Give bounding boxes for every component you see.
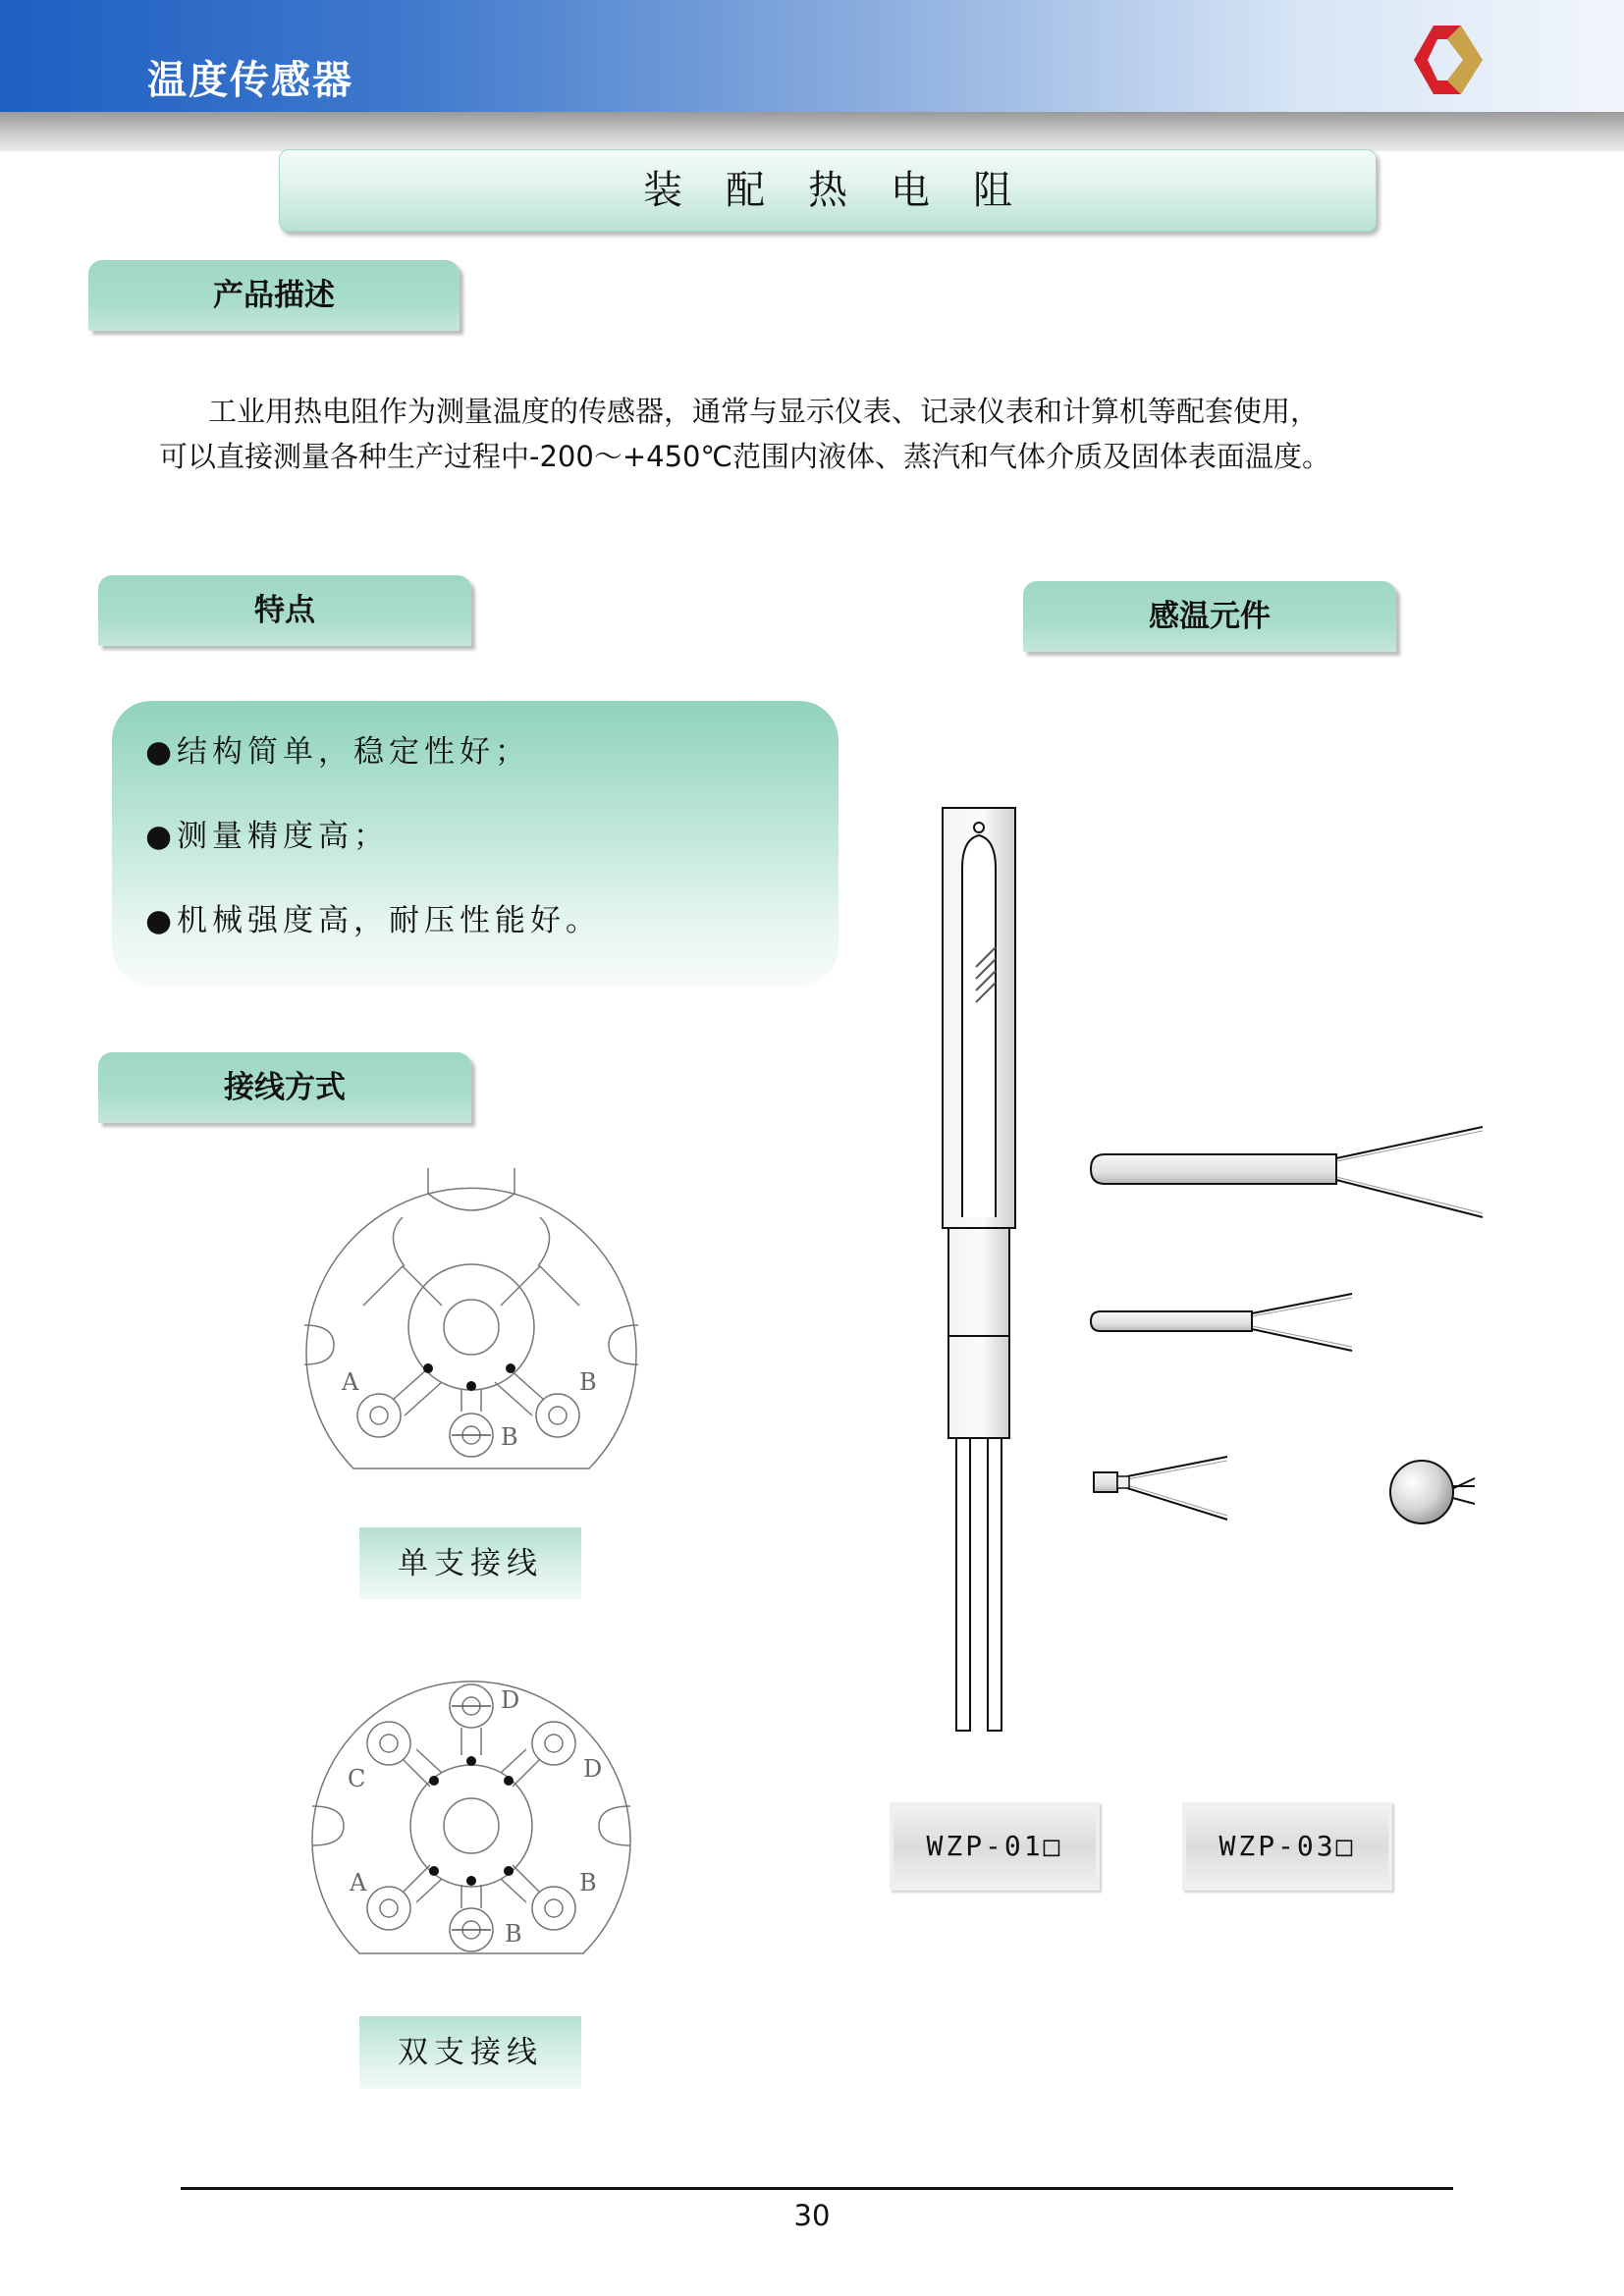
- single-wiring-diagram: [295, 1158, 648, 1482]
- sensing-element-rod-short-illustration: [1085, 1286, 1360, 1364]
- company-logo-icon: [1404, 22, 1487, 98]
- footer-divider: [181, 2187, 1453, 2190]
- single-wiring-caption: 单支接线: [359, 1527, 581, 1600]
- sensing-element-bead-illustration: [1384, 1457, 1483, 1527]
- terminal-label-d-top: D: [501, 1686, 520, 1714]
- terminal-label-a: A: [342, 1368, 359, 1396]
- page-title: 装配热电阻: [643, 168, 1056, 213]
- feature-item-3: ●机械强度高，耐压性能好。: [145, 903, 602, 938]
- page-title-banner: [279, 149, 1377, 232]
- double-wiring-diagram: [304, 1659, 638, 1963]
- feature-item-1: ●结构简单，稳定性好；: [145, 734, 531, 770]
- sensing-element-chip-illustration: [1088, 1453, 1235, 1523]
- tab-features: 特点: [98, 575, 471, 646]
- page-number: 30: [793, 2199, 831, 2232]
- model-label-wzp-01: WZP-01□: [890, 1802, 1100, 1891]
- product-description: [157, 389, 1473, 479]
- terminal-label-b-right: B: [579, 1869, 597, 1896]
- header-shadow-strip: [0, 112, 1624, 151]
- model-label-wzp-03: WZP-03□: [1182, 1802, 1392, 1891]
- terminal-label-b-right: B: [579, 1368, 597, 1396]
- terminal-label-a: A: [350, 1869, 367, 1896]
- terminal-label-b-bottom: B: [505, 1920, 522, 1948]
- sensing-element-rod-long-illustration: [1085, 1119, 1488, 1227]
- description-line-1: 工业用热电阻作为测量温度的传感器，通常与显示仪表、记录仪表和计算机等配套使用，: [208, 395, 1320, 428]
- terminal-label-d-right: D: [583, 1755, 603, 1783]
- terminal-label-b-bottom: B: [501, 1423, 518, 1451]
- tab-sensing-element: 感温元件: [1023, 581, 1396, 652]
- sensing-element-long-illustration: [933, 800, 1031, 1737]
- description-line-2: 可以直接测量各种生产过程中-200～+450℃范围内液体、蒸汽和气体介质及固体表面温度。: [159, 440, 1331, 473]
- tab-product-description: 产品描述: [88, 260, 460, 331]
- tab-wiring: 接线方式: [98, 1052, 471, 1123]
- feature-item-2: ●测量精度高；: [145, 819, 390, 854]
- header-title: 温度传感器: [147, 58, 353, 103]
- double-wiring-caption: 双支接线: [359, 2016, 581, 2089]
- terminal-label-c: C: [348, 1765, 366, 1792]
